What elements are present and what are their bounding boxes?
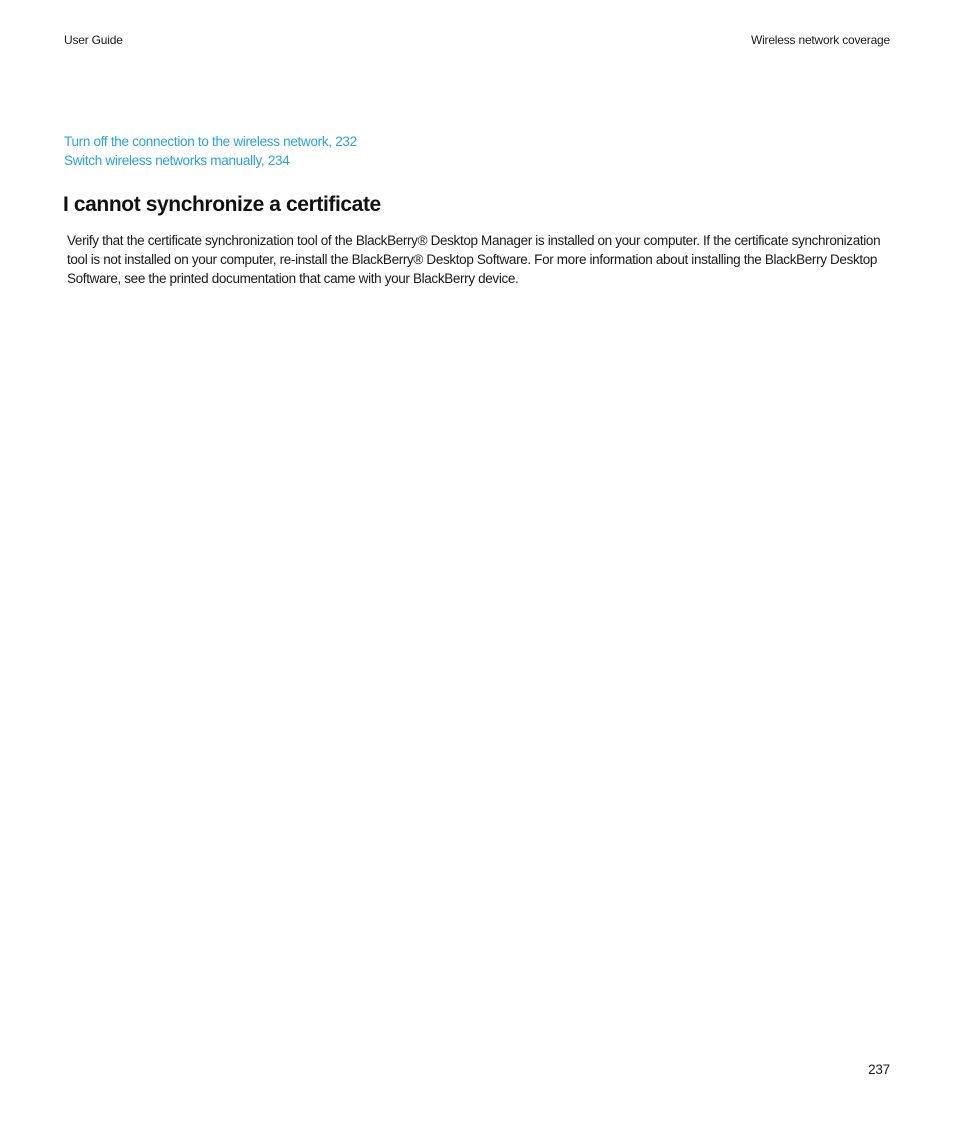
related-links — [64, 132, 357, 170]
link-turn-off-wireless-connection[interactable]: Turn off the connection to the wireless network, 232 — [64, 134, 357, 149]
header-section-title: Wireless network coverage — [750, 33, 890, 47]
page-number: 237 — [868, 1062, 890, 1077]
link-switch-wireless-networks[interactable]: Switch wireless networks manually, 234 — [64, 153, 290, 168]
section-body-text: Verify that the certificate synchronization tool of the BlackBerry® Desktop Manager is installed on your computer. If the certificate synchronization tool is not installed on your computer, re-install the BlackBerry® Desktop Software. For more information about installing the BlackBerry Desktop Software, see the printed documentation that came with your BlackBerry device. — [67, 233, 881, 286]
section-heading: I cannot synchronize a certificate — [63, 193, 381, 216]
header-guide-title: User Guide — [64, 33, 123, 47]
